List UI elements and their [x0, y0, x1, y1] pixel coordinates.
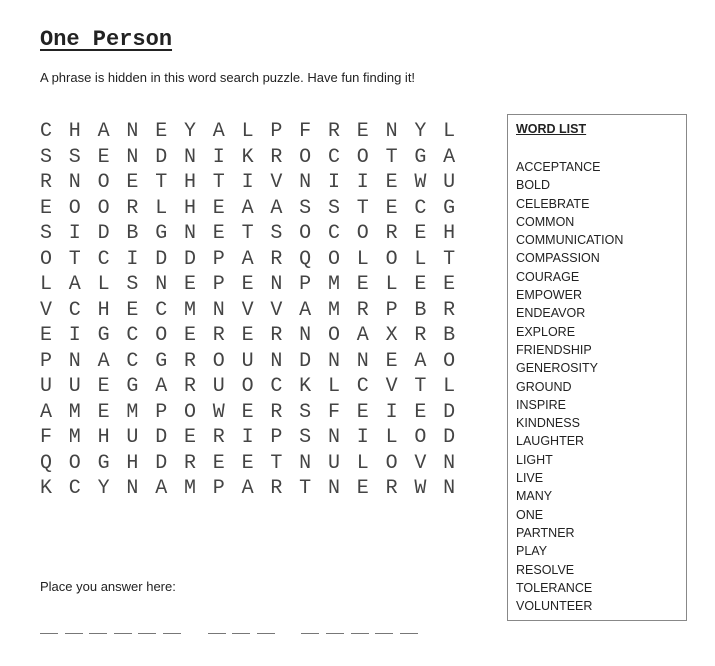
grid-letter[interactable]: E — [97, 375, 110, 398]
grid-letter[interactable]: I — [356, 171, 369, 194]
grid-letter[interactable]: C — [155, 298, 168, 322]
grid-letter[interactable]: E — [414, 222, 427, 245]
answer-blank[interactable] — [232, 632, 250, 634]
grid-letter[interactable]: Q — [40, 451, 53, 475]
answer-blank[interactable] — [351, 632, 369, 634]
grid-letter[interactable]: E — [356, 400, 369, 424]
grid-letter[interactable]: N — [270, 349, 283, 373]
grid-letter[interactable]: O — [385, 451, 398, 475]
grid-letter[interactable]: I — [68, 222, 81, 245]
grid-letter[interactable]: T — [299, 477, 312, 500]
grid-letter[interactable]: N — [327, 349, 340, 373]
grid-letter[interactable]: E — [414, 273, 427, 296]
grid-letter[interactable]: C — [126, 324, 139, 347]
grid-letter[interactable]: O — [356, 145, 369, 169]
grid-letter[interactable]: N — [443, 477, 456, 500]
grid-letter[interactable]: S — [40, 222, 53, 245]
grid-letter[interactable]: L — [443, 120, 456, 143]
grid-letter[interactable]: L — [155, 196, 168, 220]
grid-letter[interactable]: A — [40, 400, 53, 424]
grid-letter[interactable]: O — [183, 400, 196, 424]
grid-letter[interactable]: H — [443, 222, 456, 245]
grid-letter[interactable]: S — [126, 273, 139, 296]
grid-letter[interactable]: M — [126, 400, 139, 424]
grid-letter[interactable]: O — [385, 247, 398, 271]
answer-blank[interactable] — [65, 632, 83, 634]
grid-letter[interactable]: K — [299, 375, 312, 398]
grid-letter[interactable]: D — [443, 400, 456, 424]
grid-letter[interactable]: E — [155, 120, 168, 143]
grid-letter[interactable]: T — [212, 171, 225, 194]
grid-letter[interactable]: E — [183, 426, 196, 449]
grid-letter[interactable]: G — [97, 324, 110, 347]
grid-letter[interactable]: S — [270, 222, 283, 245]
grid-letter[interactable]: A — [155, 375, 168, 398]
grid-letter[interactable]: L — [385, 273, 398, 296]
grid-letter[interactable]: A — [270, 196, 283, 220]
word-list-box — [507, 114, 687, 621]
grid-letter[interactable]: P — [212, 273, 225, 296]
grid-letter[interactable]: N — [327, 477, 340, 500]
grid-letter[interactable]: V — [270, 298, 283, 322]
grid-letter[interactable]: E — [385, 196, 398, 220]
grid-letter[interactable]: H — [97, 298, 110, 322]
word-list-item: EMPOWER — [516, 288, 582, 303]
word-list-item: LIGHT — [516, 452, 553, 467]
word-list-item: VOLUNTEER — [516, 599, 593, 614]
word-list-item: RESOLVE — [516, 562, 575, 577]
grid-letter[interactable]: N — [299, 324, 312, 347]
grid-letter[interactable]: E — [241, 400, 254, 424]
grid-letter[interactable]: A — [97, 120, 110, 143]
grid-letter[interactable]: R — [385, 477, 398, 500]
grid-letter[interactable]: I — [212, 145, 225, 169]
grid-letter[interactable]: F — [327, 400, 340, 424]
grid-letter[interactable]: O — [299, 145, 312, 169]
grid-letter[interactable]: N — [443, 451, 456, 475]
grid-letter[interactable]: A — [356, 324, 369, 347]
grid-letter[interactable]: A — [443, 145, 456, 169]
grid-letter[interactable]: I — [241, 426, 254, 449]
grid-letter[interactable]: L — [385, 426, 398, 449]
grid-letter[interactable]: E — [385, 349, 398, 373]
grid-letter[interactable]: E — [443, 273, 456, 296]
word-list-item: ENDEAVOR — [516, 306, 586, 321]
grid-letter[interactable]: R — [183, 349, 196, 373]
grid-letter[interactable]: I — [241, 171, 254, 194]
grid-letter[interactable]: R — [270, 247, 283, 271]
grid-letter[interactable]: E — [356, 120, 369, 143]
grid-letter[interactable]: C — [327, 222, 340, 245]
grid-letter[interactable]: A — [241, 196, 254, 220]
word-list-item: BOLD — [516, 178, 551, 193]
grid-letter[interactable]: N — [183, 222, 196, 245]
grid-letter[interactable]: B — [414, 298, 427, 322]
grid-letter[interactable]: T — [356, 196, 369, 220]
word-list — [516, 158, 623, 615]
grid-letter[interactable]: E — [40, 196, 53, 220]
grid-letter[interactable]: S — [299, 426, 312, 449]
grid-letter[interactable]: P — [385, 298, 398, 322]
grid-letter[interactable]: U — [126, 426, 139, 449]
grid-letter[interactable]: L — [40, 273, 53, 296]
grid-letter[interactable]: N — [299, 171, 312, 194]
answer-blank[interactable] — [163, 632, 181, 634]
answer-blank[interactable] — [257, 632, 275, 634]
grid-letter[interactable]: D — [183, 247, 196, 271]
grid-letter[interactable]: A — [241, 477, 254, 500]
grid-letter[interactable]: C — [40, 120, 53, 143]
answer-blanks — [40, 632, 424, 634]
grid-letter[interactable]: R — [212, 426, 225, 449]
grid-letter[interactable]: T — [385, 145, 398, 169]
grid-letter[interactable]: W — [414, 171, 427, 194]
grid-letter[interactable]: R — [270, 145, 283, 169]
grid-letter[interactable]: S — [327, 196, 340, 220]
grid-letter[interactable]: R — [183, 375, 196, 398]
grid-letter[interactable]: V — [270, 171, 283, 194]
grid-letter[interactable]: I — [126, 247, 139, 271]
answer-blank[interactable] — [114, 632, 132, 634]
grid-letter[interactable]: E — [356, 273, 369, 296]
grid-letter[interactable]: T — [155, 171, 168, 194]
grid-letter[interactable]: N — [270, 273, 283, 296]
grid-letter[interactable]: A — [155, 477, 168, 500]
grid-letter[interactable]: P — [299, 273, 312, 296]
grid-letter[interactable]: M — [327, 298, 340, 322]
grid-letter[interactable]: N — [183, 145, 196, 169]
grid-letter[interactable]: N — [126, 120, 139, 143]
grid-letter[interactable]: O — [68, 196, 81, 220]
grid-letter[interactable]: A — [212, 120, 225, 143]
grid-letter[interactable]: T — [443, 247, 456, 271]
grid-letter[interactable]: U — [241, 349, 254, 373]
grid-letter[interactable]: C — [327, 145, 340, 169]
grid-letter[interactable]: A — [241, 247, 254, 271]
grid-letter[interactable]: E — [414, 400, 427, 424]
word-list-item: COURAGE — [516, 269, 580, 284]
grid-letter[interactable]: D — [155, 426, 168, 449]
grid-letter[interactable]: C — [68, 298, 81, 322]
grid-letter[interactable]: H — [183, 196, 196, 220]
grid-letter[interactable]: H — [68, 120, 81, 143]
word-list-item: COMPASSION — [516, 251, 600, 266]
grid-letter[interactable]: S — [68, 145, 81, 169]
grid-letter[interactable]: M — [68, 400, 81, 424]
grid-letter[interactable]: L — [356, 451, 369, 475]
grid-letter[interactable]: G — [155, 349, 168, 373]
answer-label: Place you answer here: — [40, 579, 176, 594]
grid-letter[interactable]: N — [68, 349, 81, 373]
grid-letter[interactable]: I — [68, 324, 81, 347]
word-list-item: COMMON — [516, 214, 575, 229]
grid-letter[interactable]: E — [183, 273, 196, 296]
grid-letter[interactable]: O — [443, 349, 456, 373]
word-list-item: FRIENDSHIP — [516, 342, 592, 357]
grid-letter[interactable]: D — [155, 451, 168, 475]
grid-letter[interactable]: E — [241, 324, 254, 347]
grid-letter[interactable]: E — [212, 196, 225, 220]
grid-letter[interactable]: R — [183, 451, 196, 475]
grid-letter[interactable]: R — [270, 477, 283, 500]
grid-letter[interactable]: D — [155, 145, 168, 169]
answer-blank[interactable] — [301, 632, 319, 634]
grid-letter[interactable]: E — [183, 324, 196, 347]
word-list-item: GENEROSITY — [516, 361, 598, 376]
word-list-item: COMMUNICATION — [516, 233, 624, 248]
grid-letter[interactable]: V — [414, 451, 427, 475]
grid-letter[interactable]: W — [212, 400, 225, 424]
grid-letter[interactable]: L — [443, 375, 456, 398]
grid-letter[interactable]: E — [40, 324, 53, 347]
grid-letter[interactable]: R — [443, 298, 456, 322]
grid-letter[interactable]: O — [299, 222, 312, 245]
grid-letter[interactable]: P — [270, 426, 283, 449]
grid-letter[interactable]: H — [126, 451, 139, 475]
grid-letter[interactable]: W — [414, 477, 427, 500]
grid-letter[interactable]: O — [356, 222, 369, 245]
grid-letter[interactable]: R — [270, 324, 283, 347]
grid-letter[interactable]: V — [385, 375, 398, 398]
grid-letter[interactable]: D — [299, 349, 312, 373]
grid-letter[interactable]: Q — [299, 247, 312, 271]
grid-letter[interactable]: D — [443, 426, 456, 449]
answer-blank[interactable] — [138, 632, 156, 634]
grid-letter[interactable]: E — [212, 451, 225, 475]
grid-letter[interactable]: R — [356, 298, 369, 322]
grid-letter[interactable]: C — [356, 375, 369, 398]
word-list-item: CELEBRATE — [516, 196, 590, 211]
grid-letter[interactable]: P — [212, 477, 225, 500]
grid-letter[interactable]: O — [414, 426, 427, 449]
instructions-text: A phrase is hidden in this word search puzzle. Have fun finding it! — [40, 70, 416, 85]
grid-letter[interactable]: G — [97, 451, 110, 475]
grid-letter[interactable]: T — [270, 451, 283, 475]
grid-letter[interactable]: R — [414, 324, 427, 347]
grid-letter[interactable]: N — [155, 273, 168, 296]
grid-letter[interactable]: V — [40, 298, 53, 322]
answer-blank[interactable] — [400, 632, 418, 634]
word-list-item: GROUND — [516, 379, 572, 394]
grid-letter[interactable]: F — [40, 426, 53, 449]
grid-letter[interactable]: N — [385, 120, 398, 143]
grid-letter[interactable]: B — [443, 324, 456, 347]
grid-letter[interactable]: C — [97, 247, 110, 271]
grid-letter[interactable]: O — [97, 196, 110, 220]
word-list-title: WORD LIST — [516, 122, 587, 136]
grid-letter[interactable]: M — [327, 273, 340, 296]
grid-letter[interactable]: F — [299, 120, 312, 143]
word-list-item: INSPIRE — [516, 397, 567, 412]
grid-letter[interactable]: X — [385, 324, 398, 347]
word-gap — [281, 632, 301, 634]
grid-letter[interactable]: R — [126, 196, 139, 220]
grid-letter[interactable]: K — [40, 477, 53, 500]
grid-letter[interactable]: U — [327, 451, 340, 475]
grid-letter[interactable]: L — [356, 247, 369, 271]
grid-letter[interactable]: E — [97, 145, 110, 169]
grid-letter[interactable]: G — [126, 375, 139, 398]
grid-letter[interactable]: G — [443, 196, 456, 220]
grid-letter[interactable]: U — [40, 375, 53, 398]
grid-letter[interactable]: O — [327, 324, 340, 347]
grid-letter[interactable]: C — [414, 196, 427, 220]
grid-letter[interactable]: E — [97, 400, 110, 424]
grid-letter[interactable]: M — [68, 426, 81, 449]
grid-letter[interactable]: A — [97, 349, 110, 373]
grid-letter[interactable]: N — [212, 298, 225, 322]
grid-letter[interactable]: S — [40, 145, 53, 169]
grid-letter[interactable]: H — [183, 171, 196, 194]
grid-letter[interactable]: D — [155, 247, 168, 271]
grid-letter[interactable]: O — [97, 171, 110, 194]
grid-letter[interactable]: G — [414, 145, 427, 169]
grid-letter[interactable]: O — [40, 247, 53, 271]
grid-letter[interactable]: U — [443, 171, 456, 194]
grid-letter[interactable]: O — [212, 349, 225, 373]
letter-grid — [40, 119, 472, 502]
grid-letter[interactable]: K — [241, 145, 254, 169]
grid-letter[interactable]: Y — [183, 120, 196, 143]
grid-letter[interactable]: V — [241, 298, 254, 322]
grid-letter[interactable]: L — [97, 273, 110, 296]
grid-letter[interactable]: I — [356, 426, 369, 449]
grid-letter[interactable]: Y — [414, 120, 427, 143]
answer-blank[interactable] — [375, 632, 393, 634]
grid-letter[interactable]: O — [155, 324, 168, 347]
grid-letter[interactable]: N — [126, 145, 139, 169]
word-list-item: ACCEPTANCE — [516, 160, 601, 174]
grid-letter[interactable]: E — [385, 171, 398, 194]
grid-letter[interactable]: R — [212, 324, 225, 347]
word-list-item: MANY — [516, 489, 553, 504]
grid-letter[interactable]: L — [241, 120, 254, 143]
grid-letter[interactable]: N — [68, 171, 81, 194]
grid-letter[interactable]: L — [327, 375, 340, 398]
grid-letter[interactable]: E — [126, 298, 139, 322]
grid-letter[interactable]: E — [241, 273, 254, 296]
word-list-item: KINDNESS — [516, 416, 580, 431]
word-list-item: EXPLORE — [516, 324, 576, 339]
answer-blank[interactable] — [40, 632, 58, 634]
page-title: One Person — [40, 27, 173, 52]
grid-letter[interactable]: C — [68, 477, 81, 500]
grid-letter[interactable]: R — [385, 222, 398, 245]
grid-letter[interactable]: R — [40, 171, 53, 194]
grid-letter[interactable]: O — [327, 247, 340, 271]
word-list-item: ONE — [516, 507, 544, 522]
grid-letter[interactable]: E — [356, 477, 369, 500]
grid-letter[interactable]: E — [241, 451, 254, 475]
grid-letter[interactable]: A — [68, 273, 81, 296]
grid-letter[interactable]: N — [356, 349, 369, 373]
grid-letter[interactable]: U — [212, 375, 225, 398]
grid-letter[interactable]: T — [414, 375, 427, 398]
word-list-item: LAUGHTER — [516, 434, 585, 449]
grid-letter[interactable]: A — [414, 349, 427, 373]
grid-letter[interactable]: E — [126, 171, 139, 194]
word-list-item: PARTNER — [516, 525, 575, 540]
grid-letter[interactable]: P — [212, 247, 225, 271]
grid-letter[interactable]: Y — [97, 477, 110, 500]
grid-letter[interactable]: U — [68, 375, 81, 398]
grid-letter[interactable]: N — [299, 451, 312, 475]
answer-blank[interactable] — [208, 632, 226, 634]
grid-letter[interactable]: T — [241, 222, 254, 245]
grid-letter[interactable]: O — [68, 451, 81, 475]
grid-letter[interactable]: C — [126, 349, 139, 373]
grid-letter[interactable]: S — [299, 196, 312, 220]
grid-letter[interactable]: G — [155, 222, 168, 245]
grid-letter[interactable]: P — [155, 400, 168, 424]
word-list-item: PLAY — [516, 544, 548, 559]
grid-letter[interactable]: R — [270, 400, 283, 424]
grid-letter[interactable]: S — [299, 400, 312, 424]
grid-letter[interactable]: M — [183, 298, 196, 322]
grid-letter[interactable]: D — [97, 222, 110, 245]
word-list-item: TOLERANCE — [516, 580, 593, 595]
word-list-item: LIVE — [516, 471, 544, 486]
grid-letter[interactable]: P — [270, 120, 283, 143]
answer-blank[interactable] — [89, 632, 107, 634]
grid-letter[interactable]: B — [126, 222, 139, 245]
grid-letter[interactable]: T — [68, 247, 81, 271]
grid-letter[interactable]: H — [97, 426, 110, 449]
grid-letter[interactable]: A — [299, 298, 312, 322]
grid-letter[interactable]: P — [40, 349, 53, 373]
grid-letter[interactable]: I — [327, 171, 340, 194]
grid-letter[interactable]: L — [414, 247, 427, 271]
grid-letter[interactable]: O — [241, 375, 254, 398]
grid-letter[interactable]: C — [270, 375, 283, 398]
grid-letter[interactable]: N — [126, 477, 139, 500]
grid-letter[interactable]: N — [327, 426, 340, 449]
grid-letter[interactable]: R — [327, 120, 340, 143]
word-gap — [188, 632, 208, 634]
grid-letter[interactable]: M — [183, 477, 196, 500]
answer-blank[interactable] — [326, 632, 344, 634]
grid-letter[interactable]: E — [212, 222, 225, 245]
grid-letter[interactable]: I — [385, 400, 398, 424]
